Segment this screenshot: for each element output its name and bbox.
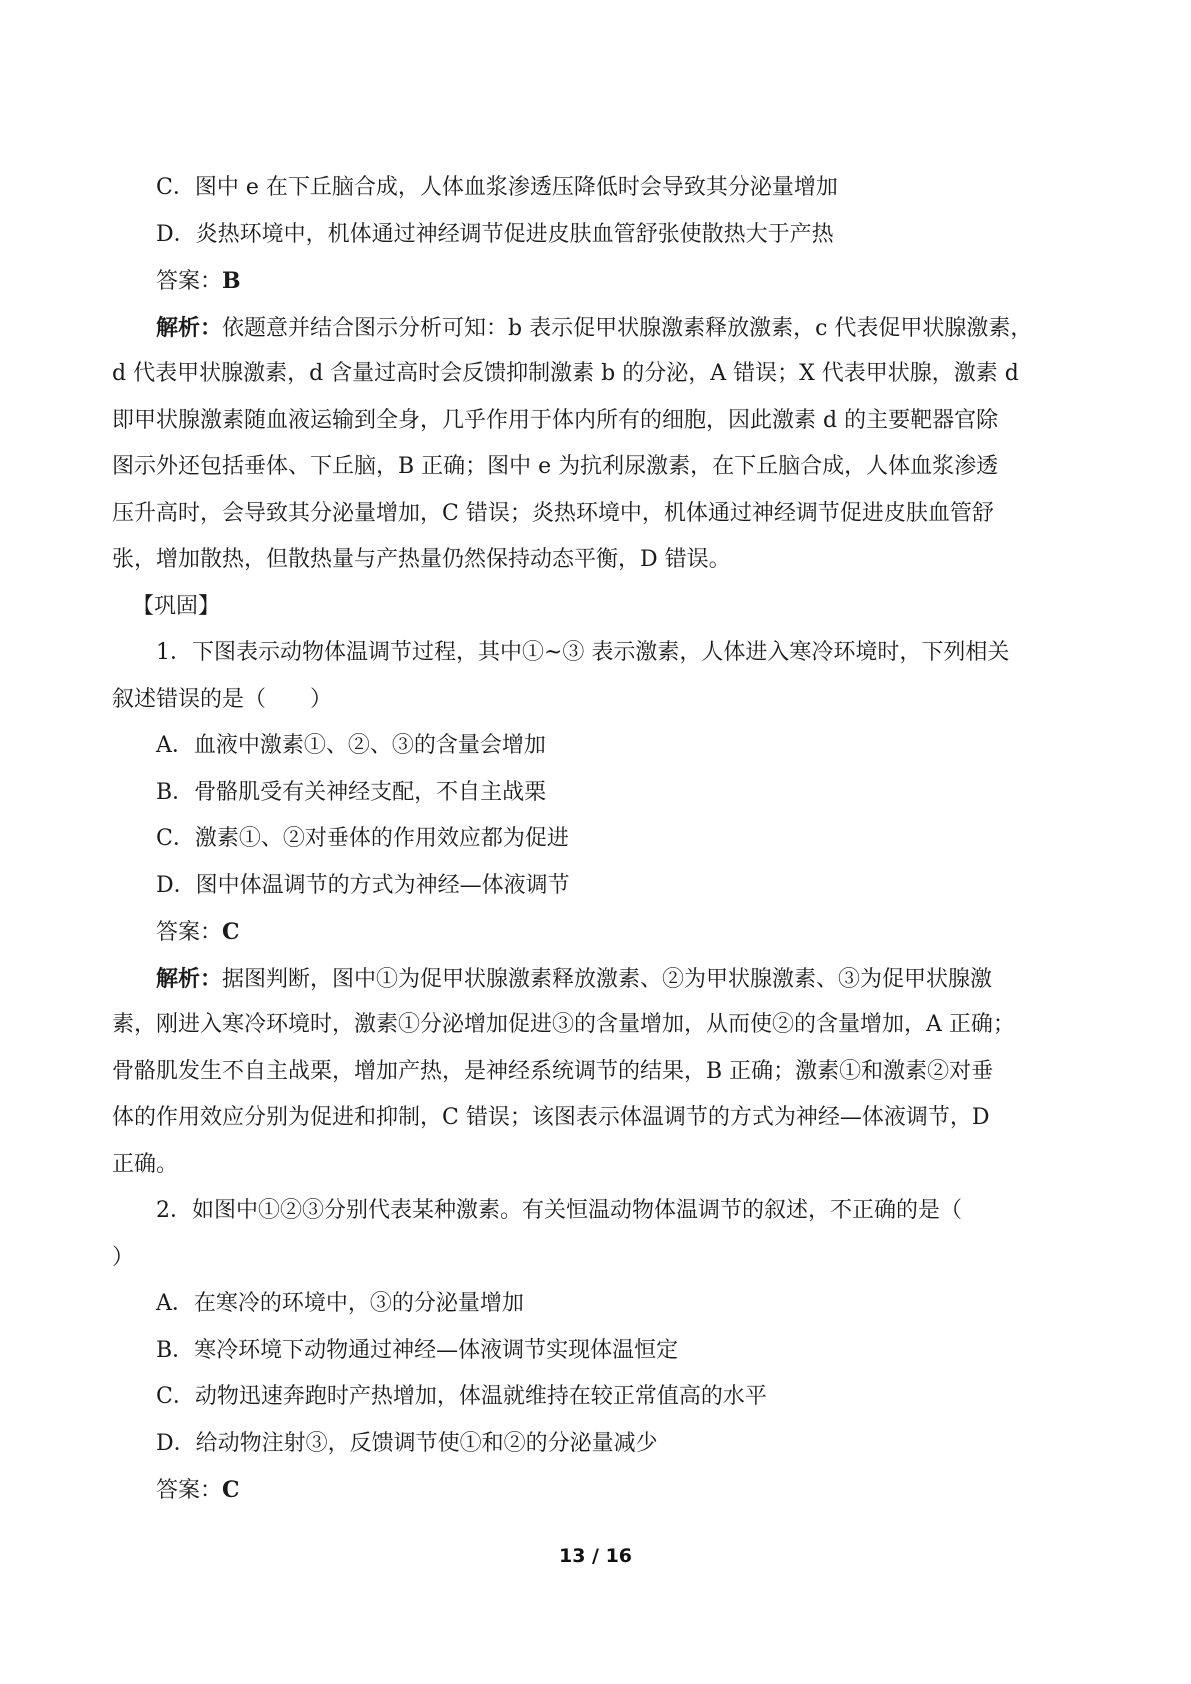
section-title: 【巩固】 bbox=[132, 593, 221, 619]
q2-option-b: B．寒冷环境下动物通过神经—体液调节实现体温恒定 bbox=[156, 1337, 679, 1363]
q1-analysis-line: 正确。 bbox=[112, 1151, 179, 1177]
answer-label: 答案： bbox=[156, 920, 223, 945]
prev-answer bbox=[112, 258, 1082, 305]
q1-analysis-line: 素，刚进入寒冷环境时，激素①分泌增加促进③的含量增加，从而使②的含量增加，A 正确； bbox=[112, 1012, 1015, 1037]
q1-analysis-line: 体的作用效应分别为促进和抑制，C 错误；该图表示体温调节的方式为神经—体液调节，D bbox=[112, 1105, 990, 1130]
q1-option-b: B．骨骼肌受有关神经支配，不自主战栗 bbox=[156, 779, 547, 805]
q1-stem-line: 叙述错误的是（ ） bbox=[112, 686, 333, 712]
answer-value: C bbox=[222, 919, 240, 945]
analysis-label: 解析： bbox=[156, 965, 223, 992]
prev-analysis-line: 即甲状腺激素随血液运输到全身，几乎作用于体内所有的细胞，因此激素 d 的主要靶器官除 bbox=[112, 407, 999, 433]
q2-answer bbox=[112, 1467, 1082, 1514]
prev-analysis-line: 张，增加散热，但散热量与产热量仍然保持动态平衡，D 错误。 bbox=[112, 547, 731, 572]
page-number: 13 / 16 bbox=[558, 1545, 633, 1567]
q1-stem-line: 1．下图表示动物体温调节过程，其中①~③ 表示激素，人体进入寒冷环境时，下列相关 bbox=[156, 640, 1010, 665]
answer-label: 答案： bbox=[156, 269, 223, 294]
q1-option-a: A．血液中激素①、②、③的含量会增加 bbox=[156, 733, 546, 758]
prev-analysis-line: 图示外还包括垂体、下丘脑，B 正确；图中 e 为抗利尿激素，在下丘脑合成，人体血浆渗透 bbox=[112, 454, 999, 479]
prev-analysis-line: 压升高时，会导致其分泌量增加，C 错误；炎热环境中，机体通过神经调节促进皮肤血管舒 bbox=[112, 500, 994, 526]
q2-option-c: C．动物迅速奔跑时产热增加，体温就维持在较正常值高的水平 bbox=[156, 1384, 767, 1409]
prev-analysis-line: d 代表甲状腺激素，d 含量过高时会反馈抑制激素 b 的分泌，A 错误；X 代表甲状腺，激素 d bbox=[112, 361, 1019, 386]
q1-option-d: D．图中体温调节的方式为神经—体液调节 bbox=[156, 872, 570, 898]
prev-option-c: C．图中 e 在下丘脑合成，人体血浆渗透压降低时会导致其分泌量增加 bbox=[156, 175, 838, 200]
analysis-label: 解析： bbox=[156, 314, 223, 341]
prev-option-d: D．炎热环境中，机体通过神经调节促进皮肤血管舒张使散热大于产热 bbox=[156, 221, 834, 247]
answer-label: 答案： bbox=[156, 1478, 223, 1503]
q2-option-a: A．在寒冷的环境中，③的分泌量增加 bbox=[156, 1291, 524, 1316]
q2-option-d: D．给动物注射③，反馈调节使①和②的分泌量减少 bbox=[156, 1430, 658, 1456]
q1-option-c: C．激素①、②对垂体的作用效应都为促进 bbox=[156, 826, 569, 851]
q1-analysis-line: 骨骼肌发生不自主战栗，增加产热，是神经系统调节的结果，B 正确；激素①和激素②对垂 bbox=[112, 1058, 994, 1084]
q1-analysis-line: 解析：据图判断，图中①为促甲状腺激素释放激素、②为甲状腺激素、③为促甲状腺激 bbox=[156, 965, 993, 992]
q2-stem-line: 2．如图中①②③分别代表某种激素。有关恒温动物体温调节的叙述，不正确的是（ bbox=[156, 1198, 962, 1223]
answer-value: B bbox=[222, 268, 241, 294]
prev-analysis-line: 解析：依题意并结合图示分析可知：b 表示促甲状腺激素释放激素，c 代表促甲状腺激素， bbox=[156, 314, 1033, 341]
answer-value: C bbox=[222, 1477, 240, 1503]
q2-stem-line: ） bbox=[112, 1244, 135, 1270]
page-content bbox=[112, 165, 1082, 1514]
q1-answer bbox=[112, 909, 1082, 956]
